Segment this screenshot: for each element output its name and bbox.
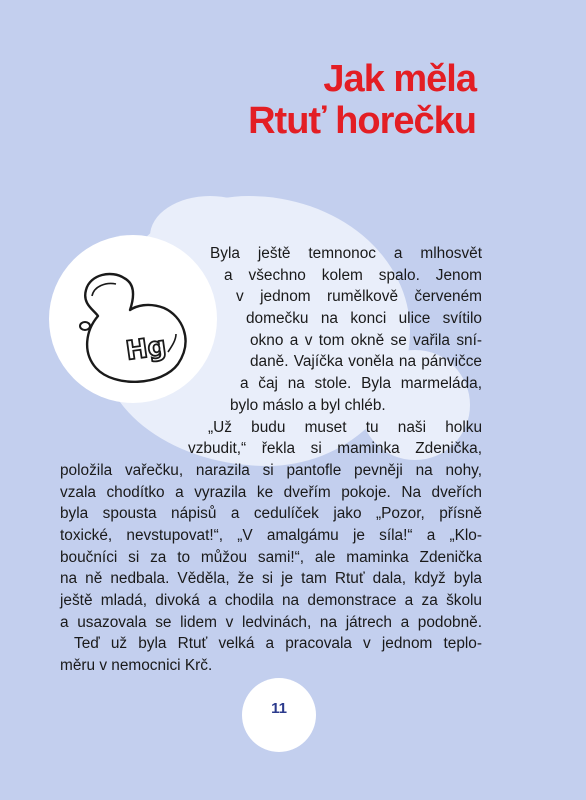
chapter-title-line-2: Rtuť horečku [248,100,476,142]
story-line: okno a v tom okně se vařila sní- [250,331,482,349]
story-line: na ně nedbala. Věděla, že si je tam Rtuť dala, když byla [60,570,482,588]
page-number: 11 [271,700,287,717]
story-line: a čaj na stole. Byla marmeláda, [240,375,482,393]
story-line: Byla ještě temnonoc a mlhosvět [210,245,482,262]
story-line: a všechno kolem spalo. Jenom [224,266,482,284]
story-line: „Už budu muset tu naši holku [208,418,482,436]
story-line: toxické, nevstupovat!“, „V amalgámu je síla!“ a „Klo- [60,526,482,544]
mercury-symbol-label: Hg [124,331,169,367]
story-line: měru v nemocnici Krč. [60,657,213,675]
story-line: vzbudit,“ řekla si maminka Zdenička, [188,440,482,458]
story-line: vzala chodítko a vyrazila ke dveřím pokoje. Na dveřích [60,483,482,501]
story-line: v jednom rumělkově červeném [236,288,482,306]
story-line: položila vařečku, narazila si pantofle pevněji na nohy, [60,461,482,479]
story-line: a usazovala se lidem v ledvinách, na játrech a podobně. [60,613,482,631]
story-line: ještě mladá, divoká a chodila na demonstrace a za školu [60,592,482,609]
story-text [60,243,482,677]
chapter-title-line-1: Jak měla [323,58,476,100]
story-line: Teď už byla Rtuť velká a pracovala v jednom teplo- [74,635,482,653]
story-line: daně. Vajíčka voněla na pánvičce [250,353,482,371]
story-line: domečku na konci ulice svítilo [246,310,482,328]
story-line: byla spousta nápisů a cedulíček jako „Pozor, přísně [60,505,482,523]
story-line: boučníci si za to můžou sami!“, ale maminka Zdenička [60,548,482,566]
chapter-title [248,58,476,142]
story-line: bylo máslo a byl chléb. [230,396,386,414]
